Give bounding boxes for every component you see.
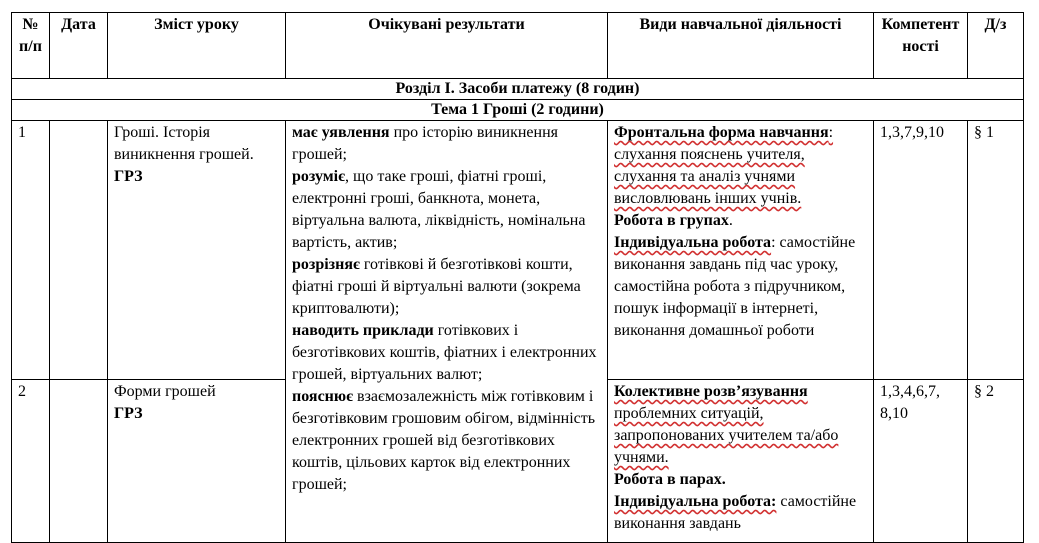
lesson-num: 2: [12, 380, 50, 543]
lesson-competences: 1,3,7,9,10: [874, 121, 968, 380]
lesson-date: [50, 121, 108, 380]
lesson-num: 1: [12, 121, 50, 380]
result-text-5: взаємозалежність між готівковим і безготівковим грошовим обігом, відмінність електронних грошей від безготівкових коштів, цільових карток від електронних грошей;: [292, 388, 596, 493]
lesson-content-text: Форми грошей: [114, 383, 216, 400]
result-bold-2: розуміє: [292, 168, 346, 185]
result-text-3: готівкові й безготівкові кошти, фіатні гроші й віртуальні валюти (зокрема криптовалюти);: [292, 256, 581, 317]
lesson-content-text: Гроші. Історія виникнення грошей.: [114, 124, 254, 163]
expected-results: [286, 121, 608, 543]
activity-bold-3: Індивідуальна робота: [614, 234, 772, 251]
result-bold-3: розрізняє: [292, 256, 360, 273]
table-row: [12, 121, 1024, 380]
lesson-content: [108, 121, 286, 380]
activity-bold-2: Робота в групах: [614, 212, 729, 229]
header-homework: Д/з: [968, 13, 1024, 79]
section-title: Розділ І. Засоби платежу (8 годин): [12, 79, 1024, 100]
result-bold-4: наводить приклади: [292, 322, 434, 339]
lesson-plan-table: [11, 12, 1024, 543]
result-text-2: , що таке гроші, фіатні гроші, електронні гроші, банкнота, монета, віртуальна валюта, ліквідність, номінальна вартість, актив;: [292, 168, 586, 251]
section-row: [12, 79, 1024, 100]
activity-text-3: : самостійне виконання завдань під час уроку, самостійна робота з підручником, пошук інформації в інтернеті, виконання домашньої роботи: [614, 234, 856, 339]
lesson-content-tag: ГРЗ: [114, 168, 143, 185]
activity-bold-1: Колективне розв’язування: [614, 383, 808, 400]
activity-bold-2: Робота в парах.: [614, 471, 726, 488]
activity-text-1: проблемних ситуацій, запропонованих учителем та/або учнями.: [614, 405, 839, 466]
activity-text-1: : слухання пояснень учителя, слухання та аналіз учнями висловлювань інших учнів.: [614, 124, 834, 207]
activity-text-3: самостійне виконання завдань: [614, 493, 857, 532]
lesson-activities: [608, 121, 874, 380]
lesson-homework: § 2: [968, 380, 1024, 543]
activity-bold-1: Фронтальна форма навчання: [614, 124, 829, 141]
activity-bold-3: Індивідуальна робота:: [614, 493, 777, 510]
result-bold-1: має уявлення: [292, 124, 390, 141]
header-row: [12, 13, 1024, 79]
header-date: Дата: [50, 13, 108, 79]
result-text-4: готівкових і безготівкових коштів, фіатних і електронних грошей, віртуальних валют;: [292, 322, 597, 383]
header-competences: Компетентності: [874, 13, 968, 79]
result-bold-5: пояснює: [292, 388, 354, 405]
topic-title: Тема 1 Гроші (2 години): [12, 100, 1024, 121]
lesson-competences: 1,3,4,6,7, 8,10: [874, 380, 968, 543]
topic-row: [12, 100, 1024, 121]
header-num: № п/п: [12, 13, 50, 79]
header-activities: Види навчальної діяльності: [608, 13, 874, 79]
lesson-content-tag: ГРЗ: [114, 405, 143, 422]
result-text-1: про історію виникнення грошей;: [292, 124, 559, 163]
header-results: Очікувані результати: [286, 13, 608, 79]
lesson-date: [50, 380, 108, 543]
header-content: Зміст уроку: [108, 13, 286, 79]
lesson-homework: § 1: [968, 121, 1024, 380]
lesson-activities: [608, 380, 874, 543]
activity-text-2: .: [728, 212, 733, 229]
lesson-content: [108, 380, 286, 543]
